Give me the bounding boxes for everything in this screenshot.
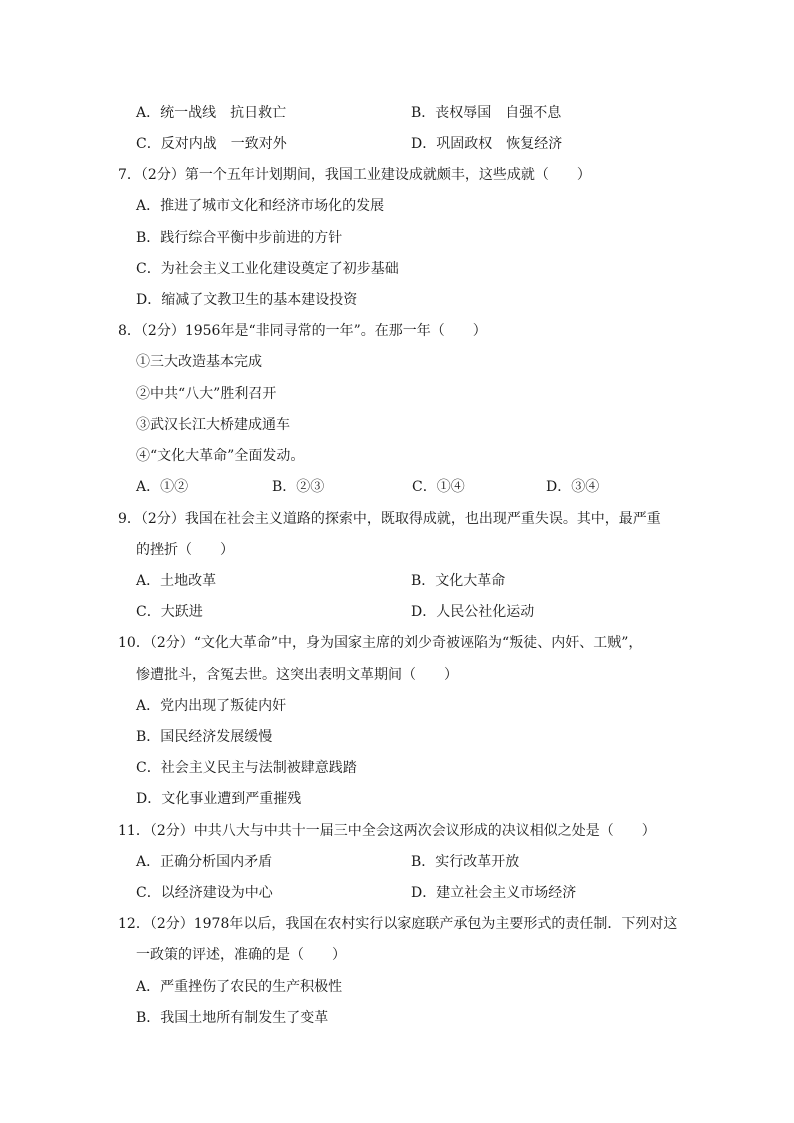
q6-option-a[interactable]: A．统一战线 抗日救亡	[136, 105, 287, 121]
q10-stem-line-2: 惨遭批斗，含冤去世。这突出表明文革期间（ ）	[136, 667, 458, 683]
q9-stem-line-1: 9．（2分）我国在社会主义道路的探索中，既取得成就，也出现严重失误。其中，最严重	[118, 511, 661, 527]
q7-option-b[interactable]: B．践行综合平衡中步前进的方针	[136, 230, 343, 246]
q11-option-b[interactable]: B．实行改革开放	[411, 854, 520, 870]
q8-option-b[interactable]: B．②③	[272, 479, 325, 495]
q8-item-3: ③武汉长江大桥建成通车	[136, 417, 290, 433]
q10-option-a[interactable]: A．党内出现了叛徒内奸	[136, 698, 287, 714]
q9-option-a[interactable]: A．土地改革	[136, 573, 217, 589]
q7-option-a[interactable]: A．推进了城市文化和经济市场化的发展	[136, 198, 385, 214]
q9-option-d[interactable]: D．人民公社化运动	[411, 604, 535, 620]
q8-option-c[interactable]: C．①④	[412, 479, 465, 495]
q11-option-c[interactable]: C．以经济建设为中心	[136, 885, 273, 901]
q8-option-d[interactable]: D．③④	[546, 479, 600, 495]
q9-option-b[interactable]: B．文化大革命	[411, 573, 506, 589]
q11-option-d[interactable]: D．建立社会主义市场经济	[411, 885, 577, 901]
q12-stem-line-2: 一政策的评述，准确的是（ ）	[136, 947, 346, 963]
q8-stem: 8．（2分）1956年是“非同寻常的一年”。在那一年（ ）	[118, 323, 487, 339]
q7-stem: 7．（2分）第一个五年计划期间，我国工业建设成就颇丰，这些成就（ ）	[118, 167, 591, 183]
q7-option-c[interactable]: C．为社会主义工业化建设奠定了初步基础	[136, 261, 399, 277]
q8-item-4: ④“文化大革命”全面发动。	[136, 448, 305, 464]
q8-option-a[interactable]: A．①②	[136, 479, 189, 495]
q12-option-a[interactable]: A．严重挫伤了农民的生产积极性	[136, 979, 343, 995]
q11-option-a[interactable]: A．正确分析国内矛盾	[136, 854, 273, 870]
q11-stem: 11．（2分）中共八大与中共十一届三中全会这两次会议形成的决议相似之处是（ ）	[118, 823, 656, 839]
q6-option-b[interactable]: B．丧权辱国 自强不息	[411, 105, 562, 121]
q12-option-b[interactable]: B．我国土地所有制发生了变革	[136, 1010, 329, 1026]
q9-stem-line-2: 的挫折（ ）	[136, 542, 234, 558]
q9-option-c[interactable]: C．大跃进	[136, 604, 203, 620]
q10-option-c[interactable]: C．社会主义民主与法制被肆意践踏	[136, 760, 357, 776]
q10-option-b[interactable]: B．国民经济发展缓慢	[136, 729, 273, 745]
q8-item-1: ①三大改造基本完成	[136, 354, 262, 370]
q6-option-d[interactable]: D．巩固政权 恢复经济	[411, 136, 563, 152]
q12-stem-line-1: 12．（2分）1978年以后，我国在农村实行以家庭联产承包为主要形式的责任制．下列对这	[118, 916, 678, 932]
q8-item-2: ②中共“八大”胜利召开	[136, 386, 277, 402]
q10-option-d[interactable]: D．文化事业遭到严重摧残	[136, 791, 302, 807]
q10-stem-line-1: 10．（2分）“文化大革命”中，身为国家主席的刘少奇被诬陷为“叛徒、内奸、工贼”，	[118, 635, 643, 651]
q7-option-d[interactable]: D．缩减了文教卫生的基本建设投资	[136, 292, 358, 308]
q6-option-c[interactable]: C．反对内战 一致对外	[136, 136, 287, 152]
